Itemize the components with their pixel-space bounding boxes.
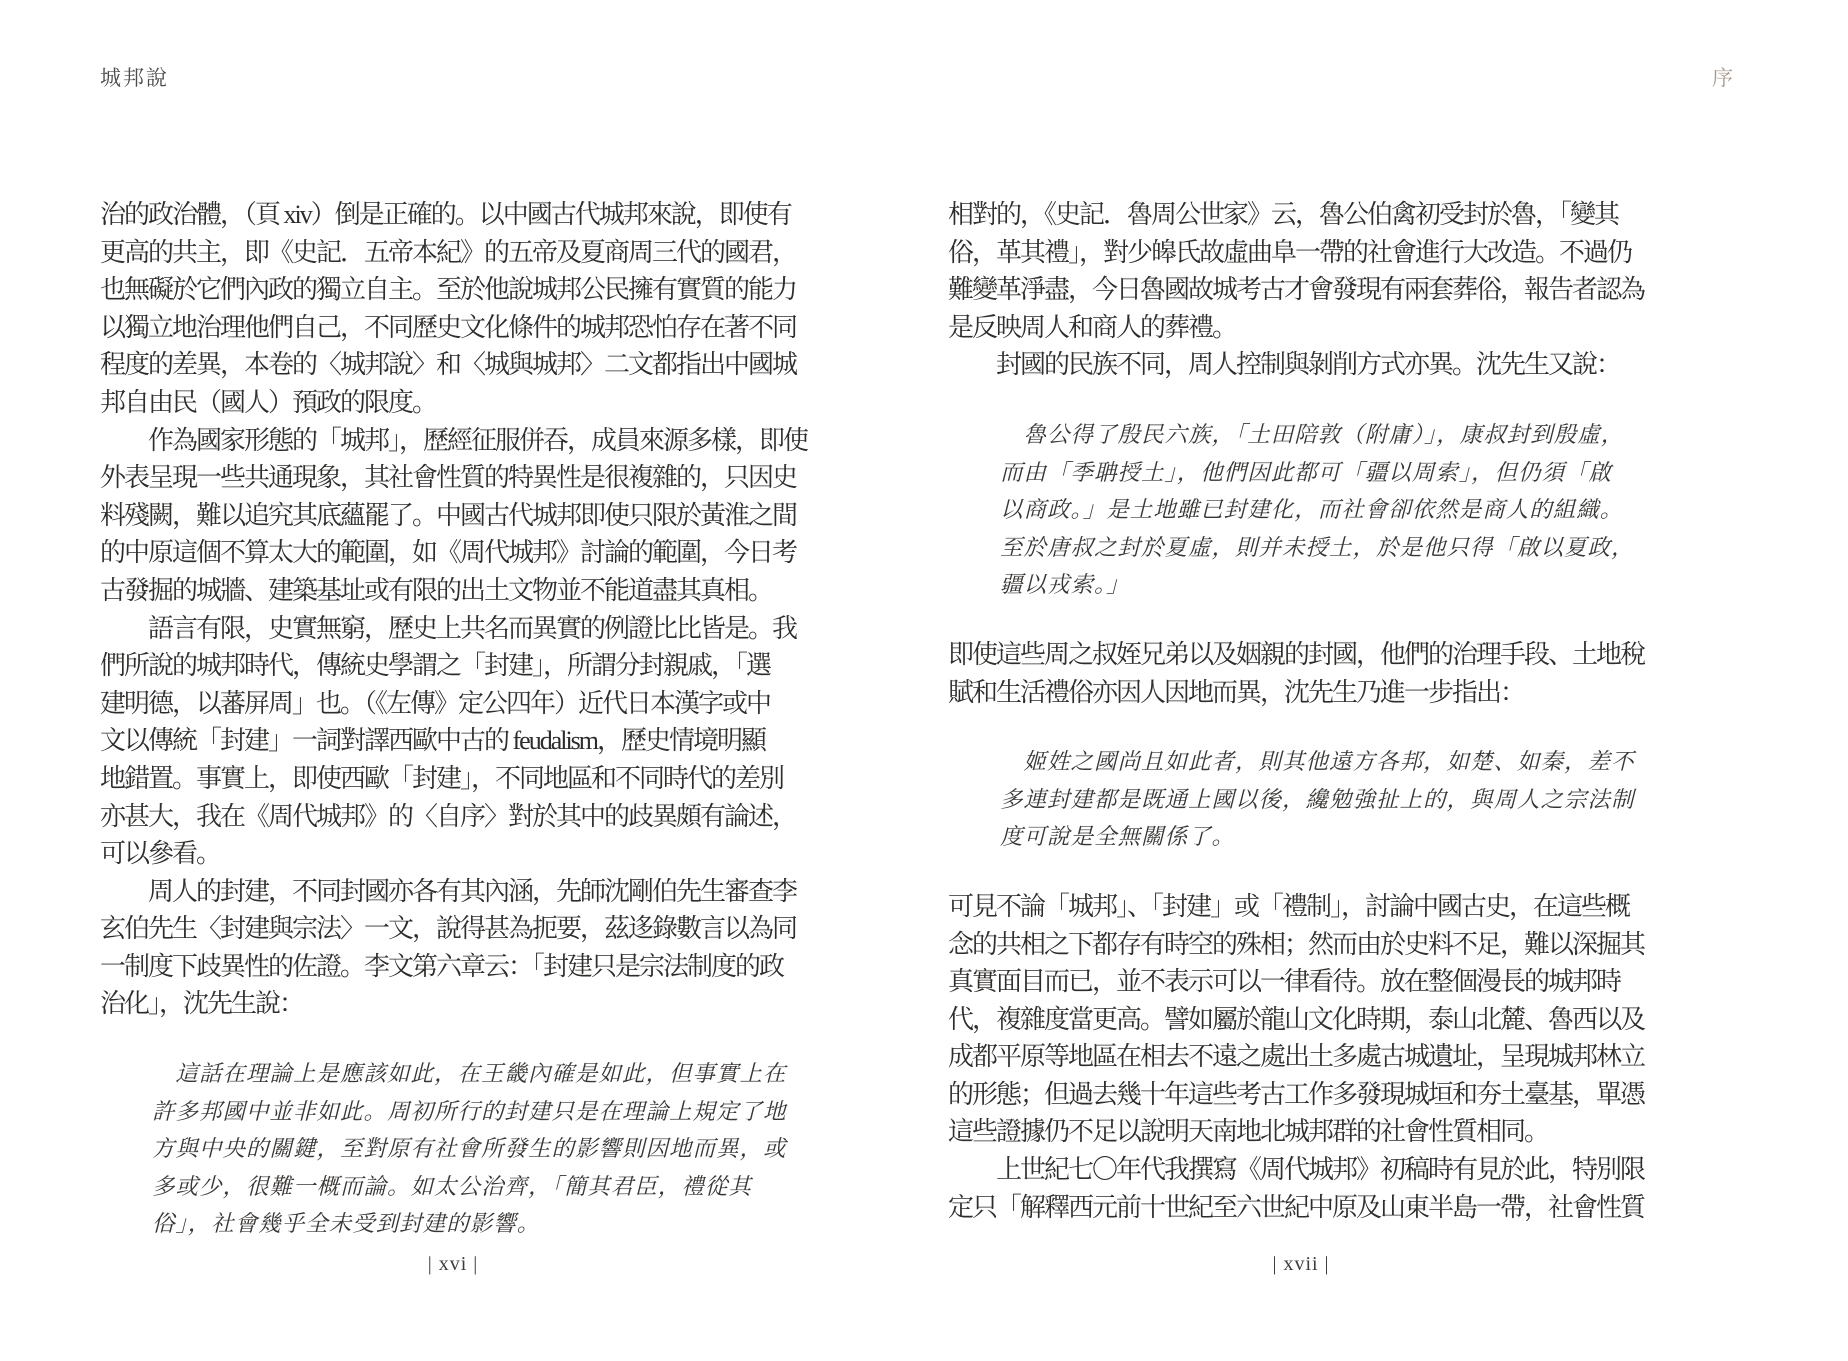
text-line: 程度的差異，本卷的〈城邦說〉和〈城與城邦〉二文都指出中國城 bbox=[100, 350, 797, 380]
right-page bbox=[924, 0, 1848, 1361]
text-line: 邦自由民（國人）預政的限度。 bbox=[100, 387, 437, 417]
text-line: 也無礙於它們內政的獨立自主。至於他說城邦公民擁有實質的能力 bbox=[100, 275, 797, 305]
text-line: 上世紀七〇年代我撰寫《周代城邦》初稿時有見於此，特別限 bbox=[948, 1155, 1645, 1185]
text-line: 是反映周人和商人的葬禮。 bbox=[948, 312, 1237, 342]
text-line: 這些證據仍不足以說明天南地北城邦群的社會性質相同。 bbox=[948, 1117, 1549, 1147]
running-header-left: 城邦說 bbox=[100, 66, 169, 90]
text-line: 而由「季聃授土」，他們因此都可「疆以周索」，但仍須「啟 bbox=[1000, 459, 1613, 485]
text-line: 魯公得了殷民六族，「土田陪敦（附庸）」，康叔封到殷虛， bbox=[1000, 421, 1625, 447]
block-quote bbox=[1000, 743, 1654, 856]
text-line: 語言有限，史實無窮，歷史上共名而異實的例證比比皆是。我 bbox=[100, 613, 797, 643]
text-line: 外表呈現一些共通現象，其社會性質的特異性是很複雜的，只因史 bbox=[100, 463, 797, 493]
text-line: 周人的封建，不同封國亦各有其內涵，先師沈剛伯先生審查李 bbox=[100, 876, 797, 906]
text-line: 古發掘的城牆、建築基址或有限的出土文物並不能道盡其真相。 bbox=[100, 575, 773, 605]
text-line: 難變革淨盡，今日魯國故城考古才會發現有兩套葬俗，報告者認為 bbox=[948, 275, 1645, 305]
body-paragraph-block bbox=[948, 636, 1654, 711]
text-line: 方與中央的關鍵，至對原有社會所發生的影響則因地而異，或 bbox=[152, 1136, 787, 1162]
text-line: 即使這些周之叔姪兄弟以及姻親的封國，他們的治理手段、土地稅 bbox=[948, 639, 1645, 669]
text-line: 可見不論「城邦」、「封建」或「禮制」，討論中國古史，在這些概 bbox=[948, 891, 1630, 921]
running-header-right: 序 bbox=[1712, 66, 1735, 90]
text-line: 賦和生活禮俗亦因人因地而異，沈先生乃進一步指出： bbox=[948, 677, 1525, 707]
text-line: 以獨立地治理他們自己，不同歷史文化條件的城邦恐怕存在著不同 bbox=[100, 312, 797, 342]
text-line: 治的政治體，（頁 xiv）倒是正確的。以中國古代城邦來說，即使有 bbox=[100, 200, 791, 229]
block-quote bbox=[152, 1055, 806, 1243]
text-line: 玄伯先生〈封建與宗法〉一文，說得甚為扼要，茲迻錄數言以為同 bbox=[100, 914, 797, 944]
text-line: 這話在理論上是應該如此，在王畿內確是如此，但事實上在 bbox=[152, 1061, 787, 1087]
text-line: 念的共相之下都存有時空的殊相；然而由於史料不足，難以深掘其 bbox=[948, 929, 1645, 959]
text-line: 建明德，以蕃屏周」也。（《左傳》定公四年）近代日本漢字或中 bbox=[100, 688, 771, 718]
page-number-right: | xvii | bbox=[1272, 1253, 1330, 1275]
text-line: 姬姓之國尚且如此者，則其他遠方各邦，如楚、如秦，差不 bbox=[1000, 749, 1635, 775]
text-line: 至於唐叔之封於夏虛，則并未授土，於是他只得「啟以夏政， bbox=[1000, 534, 1635, 560]
text-line: 疆以戎索。」 bbox=[1000, 572, 1130, 598]
text-line: 文以傳統「封建」一詞對譯西歐中古的 feudalism，歷史情境明顯 bbox=[100, 726, 766, 756]
text-line: 可以參看。 bbox=[100, 839, 221, 869]
text-line: 的形態；但過去幾十年這些考古工作多發現城垣和夯土臺基，單憑 bbox=[948, 1079, 1645, 1109]
text-line: 真實面目而已，並不表示可以一律看待。放在整個漫長的城邦時 bbox=[948, 967, 1621, 997]
left-text-column bbox=[100, 196, 806, 1275]
text-line: 度可說是全無關係了。 bbox=[1000, 824, 1236, 850]
text-line: 定只「解釋西元前十世紀至六世紀中原及山東半島一帶，社會性質 bbox=[948, 1192, 1645, 1222]
page-number-left: | xvi | bbox=[427, 1253, 479, 1275]
text-line: 治化」，沈先生說： bbox=[100, 989, 304, 1019]
text-line: 相對的，《史記．魯周公世家》云，魯公伯禽初受封於魯，「變其 bbox=[948, 200, 1619, 229]
text-line: 多或少，很難一概而論。如太公治齊，「簡其君臣，禮從其 bbox=[152, 1173, 752, 1199]
right-text-column bbox=[948, 196, 1654, 1226]
text-line: 一制度下歧異性的佐證。李文第六章云：「封建只是宗法制度的政 bbox=[100, 951, 784, 981]
text-line: 俗」，社會幾乎全未受到封建的影響。 bbox=[152, 1211, 541, 1237]
body-paragraph-block bbox=[100, 196, 806, 1023]
text-line: 許多邦國中並非如此。周初所行的封建只是在理論上規定了地 bbox=[152, 1098, 787, 1124]
text-line: 更高的共主，即《史記．五帝本紀》的五帝及夏商周三代的國君， bbox=[100, 237, 797, 267]
text-line: 的中原這個不算太大的範圍，如《周代城邦》討論的範圍，今日考 bbox=[100, 538, 797, 568]
text-line: 俗，革其禮」，對少皞氏故虛曲阜一帶的社會進行大改造。不過仍 bbox=[948, 237, 1632, 267]
text-line: 作為國家形態的「城邦」，歷經征服併吞，成員來源多樣，即使 bbox=[100, 425, 808, 455]
block-quote bbox=[1000, 416, 1654, 604]
body-paragraph-block bbox=[948, 196, 1654, 384]
text-line: 料殘闕，難以追究其底蘊罷了。中國古代城邦即使只限於黃淮之間 bbox=[100, 500, 797, 530]
text-line: 地錯置。事實上，即使西歐「封建」，不同地區和不同時代的差別 bbox=[100, 763, 784, 793]
text-line: 以商政。」是土地雖已封建化，而社會卻依然是商人的組織。 bbox=[1000, 497, 1624, 523]
text-line: 多連封建都是既通上國以後，纔勉強扯上的，與周人之宗法制 bbox=[1000, 786, 1635, 812]
text-line: 封國的民族不同，周人控制與剝削方式亦異。沈先生又說： bbox=[948, 350, 1621, 380]
text-line: 亦甚大，我在《周代城邦》的〈自序〉對於其中的歧異頗有論述， bbox=[100, 801, 797, 831]
text-line: 代，複雜度當更高。譬如屬於龍山文化時期，泰山北麓、魯西以及 bbox=[948, 1004, 1645, 1034]
text-line: 們所說的城邦時代，傳統史學謂之「封建」，所謂分封親戚，「選 bbox=[100, 651, 771, 681]
text-line: 成都平原等地區在相去不遠之處出土多處古城遺址，呈現城邦林立 bbox=[948, 1042, 1645, 1072]
body-paragraph-block bbox=[948, 888, 1654, 1226]
